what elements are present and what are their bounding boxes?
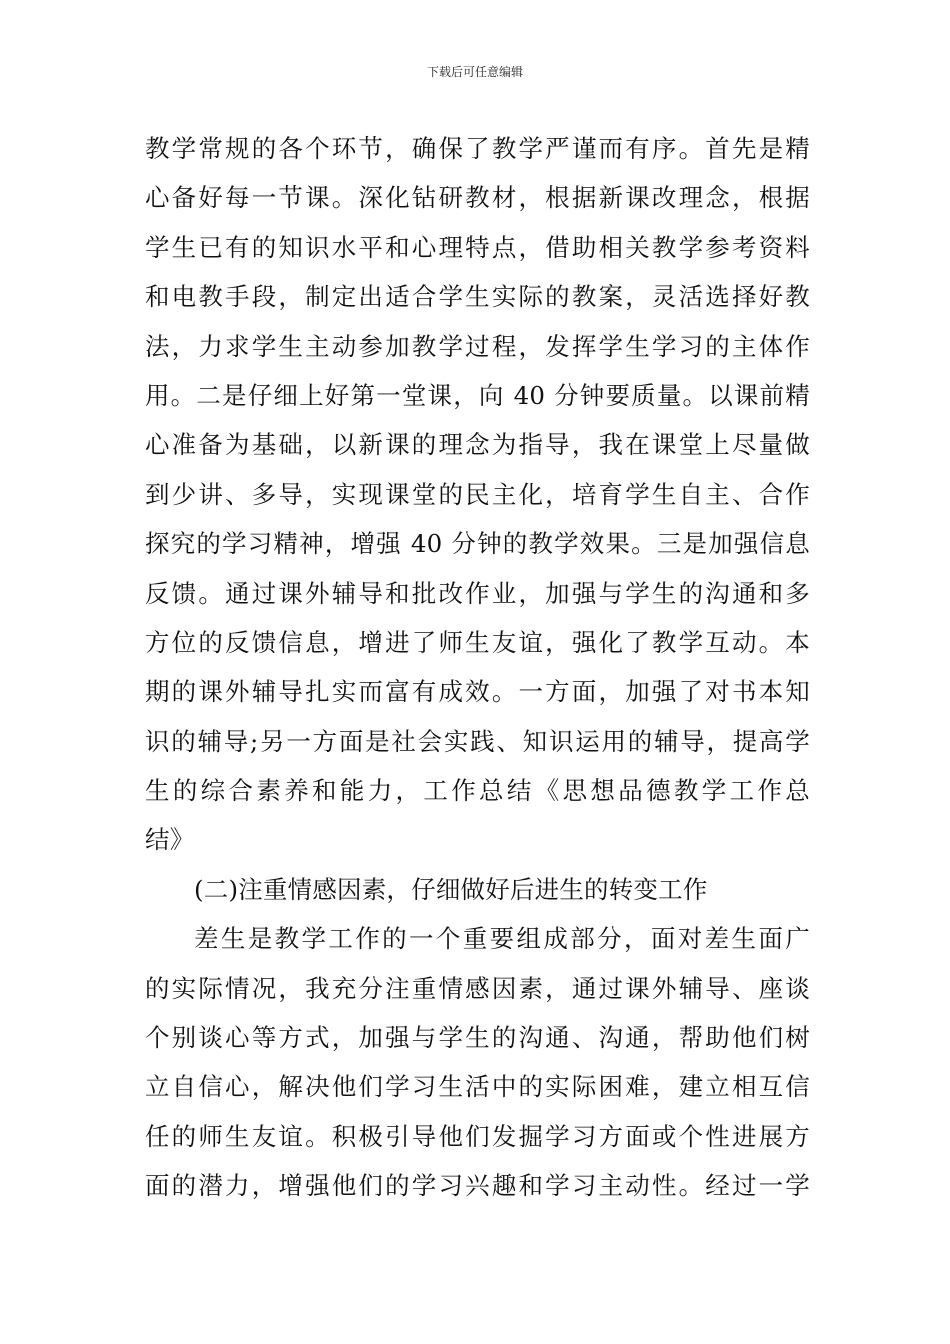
text-line: 心备好每一节课。深化钻研教材，根据新课改理念，根据 xyxy=(145,183,810,213)
page-header: 下载后可任意编辑 xyxy=(426,65,523,79)
text-line: 差生是教学工作的一个重要组成部分，面对差生面广 xyxy=(194,924,810,954)
text-line: 到少讲、多导，实现课堂的民主化，培育学生自主、合作 xyxy=(145,479,810,509)
text-line: 识的辅导;另一方面是社会实践、知识运用的辅导，提高学 xyxy=(145,726,810,756)
text-line: 面的潜力，增强他们的学习兴趣和学习主动性。经过一学 xyxy=(145,1171,810,1201)
section-heading: (二)注重情感因素，仔细做好后进生的转变工作 xyxy=(194,874,708,904)
text-line: 教学常规的各个环节，确保了教学严谨而有序。首先是精 xyxy=(145,134,810,163)
text-line: 个别谈心等方式，加强与学生的沟通、沟通，帮助他们树 xyxy=(145,1023,810,1053)
text-line: 用。二是仔细上好第一堂课，向 40 分钟要质量。以课前精 xyxy=(145,380,810,410)
text-line: 法，力求学生主动参加教学过程，发挥学生学习的主体作 xyxy=(145,331,810,361)
text-line: 心准备为基础，以新课的理念为指导，我在课堂上尽量做 xyxy=(145,430,810,460)
text-line: 结》 xyxy=(145,825,195,855)
document-body xyxy=(145,124,810,1211)
text-line: 探究的学习精神，增强 40 分钟的教学效果。三是加强信息 xyxy=(145,529,810,559)
text-line: 的实际情况，我充分注重情感因素，通过课外辅导、座谈 xyxy=(145,973,810,1003)
text-line: 任的师生友谊。积极引导他们发掘学习方面或个性进展方 xyxy=(145,1121,810,1151)
text-line: 方位的反馈信息，增进了师生友谊，强化了教学互动。本 xyxy=(145,627,810,657)
text-line: 和电教手段，制定出适合学生实际的教案，灵活选择好教 xyxy=(145,282,810,312)
text-line: 学生已有的知识水平和心理特点，借助相关教学参考资料 xyxy=(145,232,810,262)
text-line: 立自信心，解决他们学习生活中的实际困难，建立相互信 xyxy=(145,1072,810,1102)
text-line: 期的课外辅导扎实而富有成效。一方面，加强了对书本知 xyxy=(145,677,810,707)
text-line: 反馈。通过课外辅导和批改作业，加强与学生的沟通和多 xyxy=(145,578,810,608)
text-line: 生的综合素养和能力，工作总结《思想品德教学工作总 xyxy=(145,776,810,806)
